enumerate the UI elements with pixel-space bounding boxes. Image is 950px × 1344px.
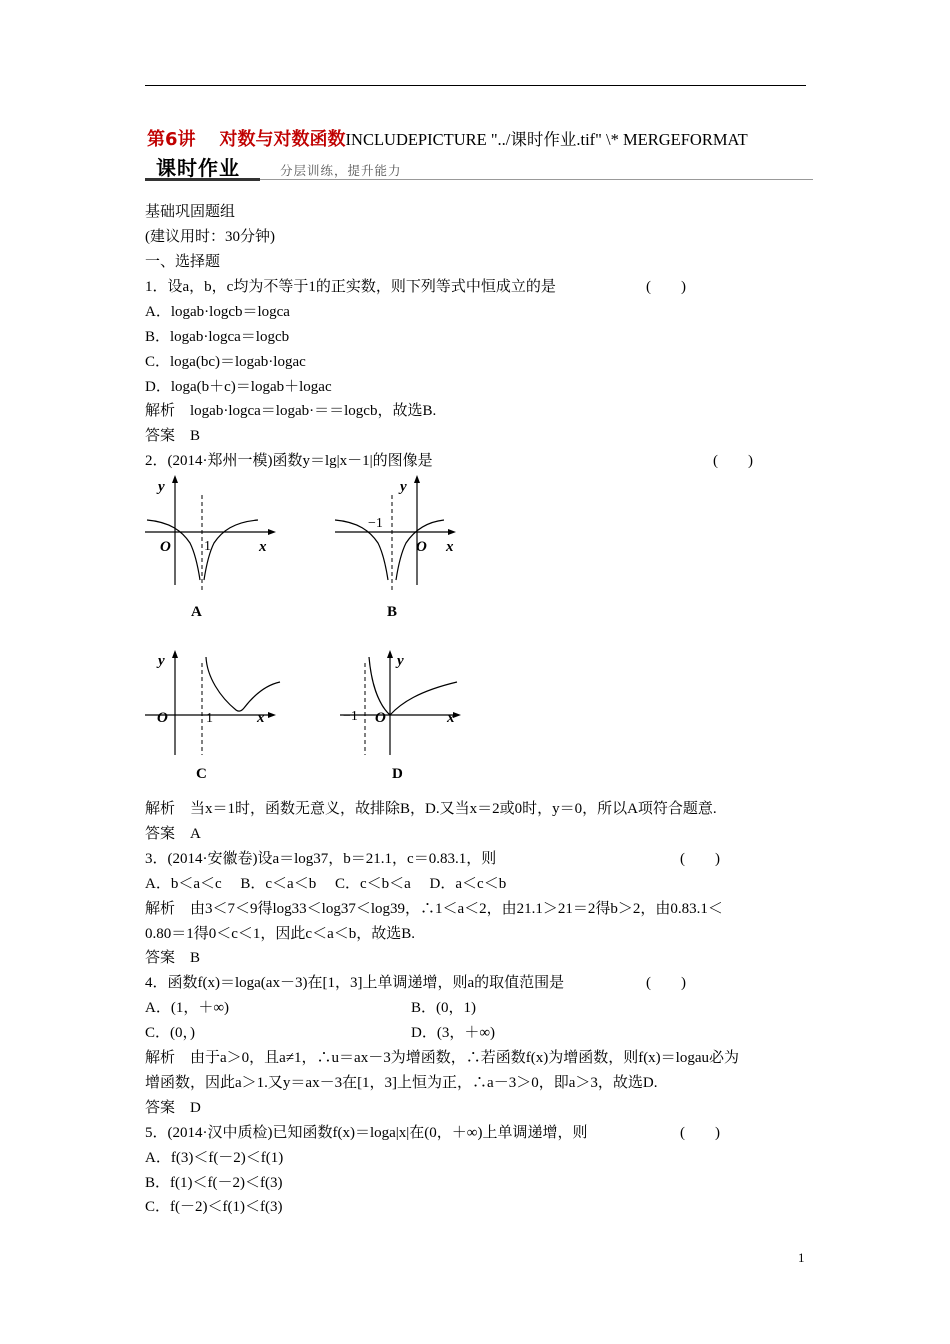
lesson-title: [147, 125, 748, 151]
homework-banner: 课时作业: [156, 156, 240, 180]
graph-c-caption: C: [196, 766, 207, 782]
lesson-topic: 对数与对数函数: [219, 129, 346, 150]
graph-c-origin: O: [157, 710, 168, 726]
graph-a-y-label: y: [158, 479, 165, 495]
q4-answer: 答案 D: [145, 1100, 201, 1116]
banner-thick-rule: [145, 178, 260, 181]
field-code-text: INCLUDEPICTURE "../课时作业.tif" \* MERGEFORMAT: [345, 130, 748, 149]
graph-c-x-label: x: [257, 710, 265, 726]
q2-answer: 答案 A: [145, 826, 201, 842]
graph-a-x-label: x: [259, 539, 267, 555]
section-type: 一、选择题: [145, 254, 221, 270]
q1-option-a: A．logab·logcb＝logca: [145, 304, 290, 320]
banner-thin-rule: [260, 179, 813, 180]
q5-option-c: C．f(－2)＜f(1)＜f(3): [145, 1199, 283, 1215]
q4-answer-blank: ( ): [646, 975, 686, 991]
graph-c: [140, 645, 290, 790]
graph-b-caption: B: [387, 604, 398, 620]
q2-stem: 2．(2014·郑州一模)函数y＝lg|x－1|的图像是: [145, 453, 433, 469]
q5-option-a: A．f(3)＜f(－2)＜f(1): [145, 1150, 284, 1166]
q3-answer-blank: ( ): [680, 851, 720, 867]
lesson-number: 第6讲: [147, 129, 196, 150]
q4-option-b: B．(0，1): [411, 1000, 476, 1016]
graph-a: [140, 475, 280, 625]
q5-option-b: B．f(1)＜f(－2)＜f(3): [145, 1175, 283, 1191]
graph-d-origin: O: [375, 710, 386, 726]
q5-answer-blank: ( ): [680, 1125, 720, 1141]
homework-banner-subtitle: 分层训练，提升能力: [280, 163, 402, 178]
graph-a-caption: A: [191, 604, 202, 620]
section-time: (建议用时：30分钟): [145, 229, 275, 245]
page-number: 1: [798, 1250, 805, 1265]
header-rule: [145, 85, 806, 86]
graph-c-y-label: y: [158, 653, 165, 669]
q1-stem: 1．设a，b，c均为不等于1的正实数，则下列等式中恒成立的是: [145, 279, 556, 295]
q1-answer: 答案 B: [145, 428, 201, 444]
q1-option-d: D．loga(b＋c)＝logab＋logac: [145, 379, 332, 395]
q2-answer-blank: ( ): [713, 453, 753, 469]
graph-b: [330, 475, 470, 625]
q3-analysis-line1: 解析 由3＜7＜9得log33＜log37＜log39，∴1＜a＜2，由21.1＞21＝2得b＞2，由0.83.1＜: [145, 901, 723, 917]
q3-options: A．b＜a＜c B．c＜a＜b C．c＜b＜a D．a＜c＜b: [145, 876, 507, 892]
q5-stem: 5．(2014·汉中质检)已知函数f(x)＝loga|x|在(0，＋∞)上单调递增，则: [145, 1125, 588, 1141]
q3-analysis-line2: 0.80＝1得0＜c＜1，因此c＜a＜b，故选B.: [145, 926, 415, 942]
q1-analysis: 解析 logab·logca＝logab·＝＝logcb，故选B.: [145, 403, 437, 419]
graph-a-tick: 1: [204, 539, 211, 554]
graph-d-caption: D: [392, 766, 403, 782]
q1-option-c: C．loga(bc)＝logab·logac: [145, 354, 306, 370]
graph-a-origin: O: [160, 539, 171, 555]
graph-b-origin: O: [416, 539, 427, 555]
q1-option-b: B．logab·logca＝logcb: [145, 329, 290, 345]
graph-b-tick: −1: [368, 516, 383, 531]
graph-d: [335, 645, 475, 790]
graph-d-x-label: x: [447, 710, 455, 726]
graph-b-x-label: x: [446, 539, 454, 555]
section-group: 基础巩固题组: [145, 204, 236, 220]
q3-stem: 3．(2014·安徽卷)设a＝log37，b＝21.1，c＝0.83.1，则: [145, 851, 497, 867]
q4-analysis-line2: 增函数，因此a＞1.又y＝ax－3在[1，3]上恒为正，∴a－3＞0，即a＞3，故选D.: [145, 1075, 658, 1091]
q4-option-c: C．(0，): [145, 1025, 195, 1041]
graph-c-tick: 1: [206, 711, 213, 726]
q1-answer-blank: ( ): [646, 279, 686, 295]
q4-analysis-line1: 解析 由于a＞0，且a≠1，∴u＝ax－3为增函数，∴若函数f(x)为增函数，则f(x)＝logau必为: [145, 1050, 740, 1066]
graph-d-y-label: y: [397, 653, 404, 669]
graph-b-y-label: y: [400, 479, 407, 495]
q2-analysis: 解析 当x＝1时，函数无意义，故排除B，D.又当x＝2或0时，y＝0，所以A项符合题意.: [145, 801, 717, 817]
graph-d-tick: −1: [343, 709, 358, 724]
q3-answer: 答案 B: [145, 950, 201, 966]
q4-option-a: A．(1，＋∞): [145, 1000, 230, 1016]
q4-stem: 4．函数f(x)＝loga(ax－3)在[1，3]上单调递增，则a的取值范围是: [145, 975, 565, 991]
q4-option-d: D．(3，＋∞): [411, 1025, 496, 1041]
